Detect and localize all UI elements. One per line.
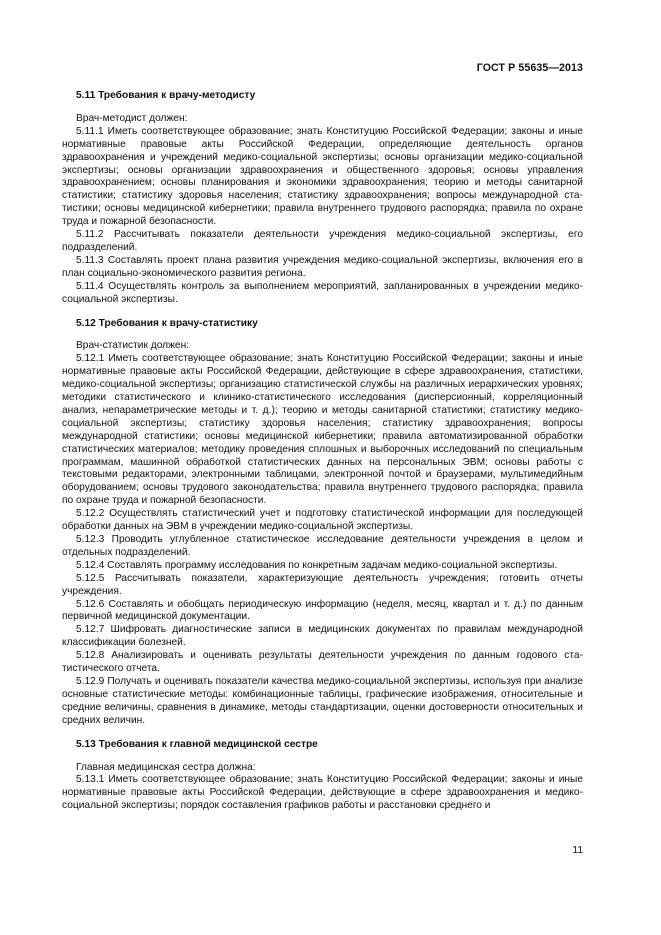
paragraph: 5.11.3 Составлять проект плана развития учреждения медико-социальной экспертизы, включения его в план социально-экономического развития региона. [62,254,583,279]
section-5-12 [62,318,583,728]
paragraph: 5.12.4 Составлять программу исследования по конкретным задачам медико-социальной экспертизы. [76,559,558,571]
paragraph: 5.11.1 Иметь соответствующее образование; знать Конституцию Российской Федерации; законы и иные нормативные правовые акты Российской Федерации, определяющие деятельность органов здравоохранения и учреждений медико-социальной экспертизы; основы организации медико-социальной экспертизы; основы организации здравоохранения и общественного здоровья; основы управления здравоохранением; основы планирования и экономики здравоохранения; теорию и методы санитарной статистики; статистику здоровья населения; статистику здравоохранения; вопросы международной статистики; основы медицинской кибернетики; правила внутреннего трудового распорядка; правила по охране труда и пожарной безопасности. [62,125,583,228]
page-number: 11 [572,845,583,856]
section-title: 5.12 Требования к врачу-статистику [76,317,258,329]
paragraph: Главная медицинская сестра должна: [76,761,256,773]
paragraph: 5.12.2 Осуществлять статистический учет и подготовку статистической информации для последующей обработки данных на ЭВМ в учреждении медико-социальной экспертизы. [62,508,583,533]
paragraph: 5.12.5 Рассчитывать показатели, характеризующие деятельность учреждения; готовить отчеты учреждения. [62,572,583,597]
document-code-header: ГОСТ Р 55635—2013 [476,62,583,74]
paragraph: Врач-методист должен: [76,112,188,124]
section-5-13 [62,739,583,814]
paragraph: 5.12.8 Анализировать и оценивать результаты деятельности учреждения по данным годового статистического отчета. [62,650,583,675]
paragraph: 5.12.9 Получать и оценивать показатели качества медико-социальной экспертизы, используя при анализе основные статистические методы: комбинационные таблицы, графические изображения, относительные и средние величины, сравнения в динамике, методы стандартизации, оценки достоверности относительных и средних величин. [62,675,583,726]
paragraph: 5.11.4 Осуществлять контроль за выполнением мероприятий, запланированных в учреждении медико-социальной экспертизы. [62,280,583,305]
paragraph: 5.13.1 Иметь соответствующее образование; знать Конституцию Российской Федерации; законы и иные нормативные правовые акты Российской Федерации, действующие в сфере здравоохранения и медико-социальной экспертизы; порядок составления графиков работы и расстановки среднего и [62,774,583,812]
paragraph: 5.12.3 Проводить углубленное статистическое исследование деятельности учреждения в целом и отдельных подразделений. [62,534,583,558]
paragraph: Врач-статистик должен: [76,340,190,352]
paragraph: 5.12.6 Составлять и обобщать периодическую информацию (неделя, месяц, квартал и т. д.) по данным первичной медицинской документации. [62,598,583,623]
document-body [62,90,583,824]
paragraph: 5.12.7 Шифровать диагностические записи в медицинских документах по правилам международной классификации болезней. [62,624,583,649]
section-5-11 [62,90,583,307]
section-title: 5.11 Требования к врачу-методисту [76,90,256,101]
paragraph: 5.12.1 Иметь соответствующее образование; знать Конституцию Российской Федерации; законы и иные нормативные правовые акты Российской Федерации, действующие в сфере здравоохранения, статистики, медико-социальной экспертизы; организацию статистической службы на различных иерархических уровнях; методики статистического и клинико-статистического исследования (дисперсионный, корреляционный анализ, непараметрические методы и т. д.); теорию и методы санитарной статистики; статистику медико-социальной экспертизы; статистику здоровья населения; статистику здравоохранения; вопросы международной статистики; основы медицинской кибернетики; правила автоматизированной обработки статистических материалов; методику проведения сплошных и выборочных исследований по специальным программам, машинной обработкой статистических данных на персональных ЭВМ; основы работы с текстовыми редакторами, электронными таблицами, электронной почтой и браузерами, мультимедийным оборудованием; основы трудового законодательства; правила внутреннего трудового распорядка; правила по охране труда и пожарной безопасности. [62,353,583,507]
paragraph: 5.11.2 Рассчитывать показатели деятельности учреждения медико-социальной экспертизы, его подразделений. [62,229,583,253]
section-title: 5.13 Требования к главной медицинской сестре [76,738,318,750]
